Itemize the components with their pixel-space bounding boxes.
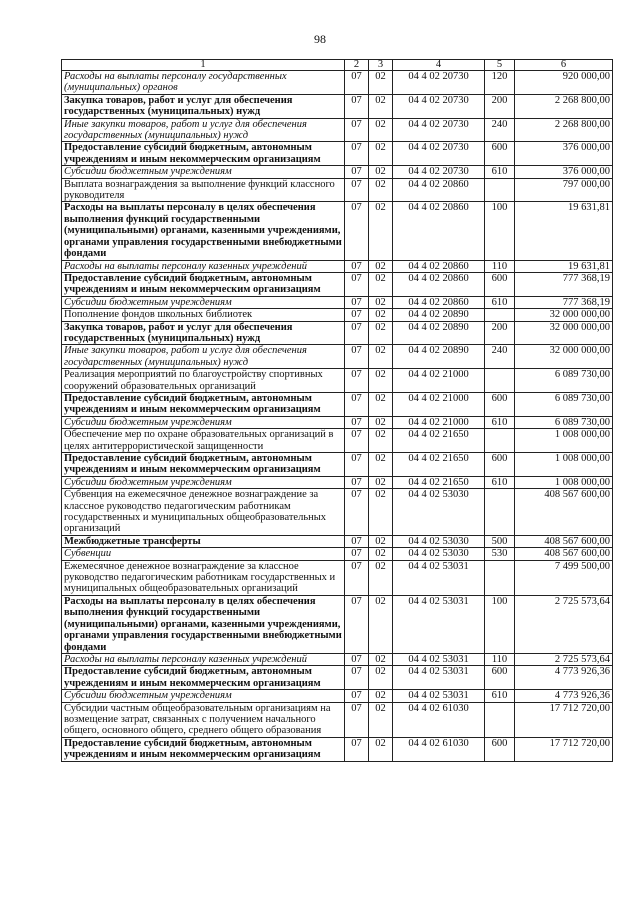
cell-target-article: 04 4 02 21650 xyxy=(393,453,485,477)
cell-name: Предоставление субсидий бюджетным, автономным учреждениям и иным некоммерческим организациям xyxy=(62,453,345,477)
cell-amount: 777 368,19 xyxy=(515,296,613,308)
cell-name: Расходы на выплаты персоналу в целях обеспечения выполнения функций государственными (муниципальными) органами, казенными учреждениями, органами управления государственными внебюджетными фондами xyxy=(62,595,345,653)
cell-section: 07 xyxy=(345,737,369,761)
header-col-6: 6 xyxy=(515,60,613,71)
table-row xyxy=(62,429,613,453)
cell-name: Закупка товаров, работ и услуг для обеспечения государственных (муниципальных) нужд xyxy=(62,321,345,345)
cell-subsection: 02 xyxy=(369,321,393,345)
cell-amount: 408 567 600,00 xyxy=(515,535,613,547)
cell-amount: 408 567 600,00 xyxy=(515,489,613,536)
cell-name: Предоставление субсидий бюджетным, автономным учреждениям и иным некоммерческим организациям xyxy=(62,392,345,416)
cell-name: Закупка товаров, работ и услуг для обеспечения государственных (муниципальных) нужд xyxy=(62,94,345,118)
cell-expense-type: 610 xyxy=(485,690,515,702)
cell-name: Субвенции xyxy=(62,548,345,560)
cell-name: Субсидии бюджетным учреждениям xyxy=(62,166,345,178)
cell-target-article: 04 4 02 53031 xyxy=(393,653,485,665)
cell-name: Расходы на выплаты персоналу казенных учреждений xyxy=(62,260,345,272)
cell-subsection: 02 xyxy=(369,453,393,477)
cell-subsection: 02 xyxy=(369,429,393,453)
table-row xyxy=(62,702,613,737)
cell-amount: 7 499 500,00 xyxy=(515,560,613,595)
cell-subsection: 02 xyxy=(369,702,393,737)
header-col-4: 4 xyxy=(393,60,485,71)
table-row xyxy=(62,260,613,272)
cell-target-article: 04 4 02 21650 xyxy=(393,429,485,453)
cell-name: Субсидии бюджетным учреждениям xyxy=(62,296,345,308)
cell-amount: 17 712 720,00 xyxy=(515,737,613,761)
cell-section: 07 xyxy=(345,548,369,560)
cell-target-article: 04 4 02 53030 xyxy=(393,548,485,560)
cell-expense-type: 610 xyxy=(485,166,515,178)
cell-name: Субвенция на ежемесячное денежное вознаграждение за классное руководство педагогическим работникам государственных и муниципальных общеобразовательных организаций xyxy=(62,489,345,536)
table-row xyxy=(62,666,613,690)
cell-target-article: 04 4 02 20730 xyxy=(393,94,485,118)
table-row xyxy=(62,345,613,369)
cell-expense-type xyxy=(485,369,515,393)
cell-name: Расходы на выплаты персоналу казенных учреждений xyxy=(62,653,345,665)
header-col-3: 3 xyxy=(369,60,393,71)
cell-expense-type: 610 xyxy=(485,476,515,488)
cell-amount: 2 268 800,00 xyxy=(515,94,613,118)
cell-section: 07 xyxy=(345,296,369,308)
cell-amount: 32 000 000,00 xyxy=(515,345,613,369)
cell-section: 07 xyxy=(345,309,369,321)
cell-section: 07 xyxy=(345,321,369,345)
cell-subsection: 02 xyxy=(369,595,393,653)
table-row xyxy=(62,118,613,142)
cell-target-article: 04 4 02 61030 xyxy=(393,702,485,737)
cell-subsection: 02 xyxy=(369,489,393,536)
cell-expense-type: 240 xyxy=(485,345,515,369)
table-row xyxy=(62,737,613,761)
cell-target-article: 04 4 02 21000 xyxy=(393,416,485,428)
table-row xyxy=(62,690,613,702)
table-row xyxy=(62,272,613,296)
table-row xyxy=(62,309,613,321)
table-row xyxy=(62,392,613,416)
cell-name: Субсидии бюджетным учреждениям xyxy=(62,690,345,702)
cell-amount: 777 368,19 xyxy=(515,272,613,296)
cell-expense-type: 610 xyxy=(485,296,515,308)
cell-subsection: 02 xyxy=(369,94,393,118)
cell-target-article: 04 4 02 53030 xyxy=(393,535,485,547)
cell-amount: 4 773 926,36 xyxy=(515,690,613,702)
cell-amount: 6 089 730,00 xyxy=(515,416,613,428)
table-row xyxy=(62,560,613,595)
cell-section: 07 xyxy=(345,202,369,260)
cell-subsection: 02 xyxy=(369,535,393,547)
cell-amount: 2 725 573,64 xyxy=(515,595,613,653)
cell-target-article: 04 4 02 53030 xyxy=(393,489,485,536)
table-row xyxy=(62,369,613,393)
cell-target-article: 04 4 02 20890 xyxy=(393,321,485,345)
cell-expense-type: 240 xyxy=(485,118,515,142)
cell-section: 07 xyxy=(345,178,369,202)
cell-section: 07 xyxy=(345,71,369,95)
cell-expense-type xyxy=(485,702,515,737)
cell-section: 07 xyxy=(345,260,369,272)
cell-section: 07 xyxy=(345,166,369,178)
cell-target-article: 04 4 02 53031 xyxy=(393,595,485,653)
header-col-2: 2 xyxy=(345,60,369,71)
cell-expense-type: 120 xyxy=(485,71,515,95)
table-row xyxy=(62,476,613,488)
cell-subsection: 02 xyxy=(369,178,393,202)
cell-section: 07 xyxy=(345,392,369,416)
cell-expense-type: 500 xyxy=(485,535,515,547)
cell-amount: 920 000,00 xyxy=(515,71,613,95)
cell-name: Субсидии частным общеобразовательным организациям на возмещение затрат, связанных с получением начального общего, основного общего, среднего общего образования xyxy=(62,702,345,737)
cell-expense-type: 110 xyxy=(485,260,515,272)
cell-subsection: 02 xyxy=(369,309,393,321)
cell-section: 07 xyxy=(345,702,369,737)
cell-amount: 6 089 730,00 xyxy=(515,369,613,393)
cell-amount: 408 567 600,00 xyxy=(515,548,613,560)
cell-target-article: 04 4 02 53031 xyxy=(393,666,485,690)
cell-name: Предоставление субсидий бюджетным, автономным учреждениям и иным некоммерческим организациям xyxy=(62,737,345,761)
table-header-row xyxy=(62,60,613,71)
cell-name: Предоставление субсидий бюджетным, автономным учреждениям и иным некоммерческим организациям xyxy=(62,666,345,690)
cell-name: Ежемесячное денежное вознаграждение за классное руководство педагогическим работникам государственных и муниципальных общеобразовательных организаций xyxy=(62,560,345,595)
page-number: 98 xyxy=(314,32,326,46)
cell-section: 07 xyxy=(345,489,369,536)
cell-expense-type: 610 xyxy=(485,416,515,428)
cell-name: Иные закупки товаров, работ и услуг для обеспечения государственных (муниципальных) нужд xyxy=(62,345,345,369)
cell-subsection: 02 xyxy=(369,71,393,95)
cell-expense-type: 600 xyxy=(485,737,515,761)
cell-expense-type xyxy=(485,560,515,595)
cell-subsection: 02 xyxy=(369,272,393,296)
table-row xyxy=(62,142,613,166)
cell-subsection: 02 xyxy=(369,690,393,702)
cell-name: Пополнение фондов школьных библиотек xyxy=(62,309,345,321)
cell-section: 07 xyxy=(345,453,369,477)
cell-target-article: 04 4 02 20890 xyxy=(393,345,485,369)
table-row xyxy=(62,321,613,345)
cell-section: 07 xyxy=(345,94,369,118)
cell-name: Субсидии бюджетным учреждениям xyxy=(62,416,345,428)
cell-section: 07 xyxy=(345,535,369,547)
cell-target-article: 04 4 02 21650 xyxy=(393,476,485,488)
cell-section: 07 xyxy=(345,142,369,166)
cell-subsection: 02 xyxy=(369,166,393,178)
cell-subsection: 02 xyxy=(369,202,393,260)
cell-name: Субсидии бюджетным учреждениям xyxy=(62,476,345,488)
cell-amount: 797 000,00 xyxy=(515,178,613,202)
cell-name: Иные закупки товаров, работ и услуг для обеспечения государственных (муниципальных) нужд xyxy=(62,118,345,142)
cell-name: Межбюджетные трансферты xyxy=(62,535,345,547)
cell-amount: 2 725 573,64 xyxy=(515,653,613,665)
cell-subsection: 02 xyxy=(369,369,393,393)
cell-amount: 1 008 000,00 xyxy=(515,429,613,453)
cell-name: Расходы на выплаты персоналу в целях обеспечения выполнения функций государственными (муниципальными) органами, казенными учреждениями, органами управления государственными внебюджетными фондами xyxy=(62,202,345,260)
cell-expense-type xyxy=(485,489,515,536)
cell-expense-type: 110 xyxy=(485,653,515,665)
cell-section: 07 xyxy=(345,272,369,296)
cell-target-article: 04 4 02 21000 xyxy=(393,392,485,416)
cell-subsection: 02 xyxy=(369,548,393,560)
cell-subsection: 02 xyxy=(369,260,393,272)
cell-amount: 1 008 000,00 xyxy=(515,453,613,477)
cell-amount: 17 712 720,00 xyxy=(515,702,613,737)
cell-expense-type xyxy=(485,178,515,202)
cell-expense-type: 100 xyxy=(485,202,515,260)
cell-amount: 4 773 926,36 xyxy=(515,666,613,690)
table-row xyxy=(62,178,613,202)
cell-section: 07 xyxy=(345,429,369,453)
cell-target-article: 04 4 02 20860 xyxy=(393,202,485,260)
cell-section: 07 xyxy=(345,560,369,595)
cell-amount: 1 008 000,00 xyxy=(515,476,613,488)
table-row xyxy=(62,653,613,665)
cell-section: 07 xyxy=(345,345,369,369)
cell-subsection: 02 xyxy=(369,653,393,665)
table-row xyxy=(62,94,613,118)
cell-target-article: 04 4 02 20860 xyxy=(393,296,485,308)
cell-expense-type: 600 xyxy=(485,392,515,416)
cell-name: Выплата вознаграждения за выполнение функций классного руководителя xyxy=(62,178,345,202)
cell-section: 07 xyxy=(345,118,369,142)
cell-section: 07 xyxy=(345,416,369,428)
cell-target-article: 04 4 02 21000 xyxy=(393,369,485,393)
header-col-1: 1 xyxy=(62,60,345,71)
cell-subsection: 02 xyxy=(369,737,393,761)
cell-expense-type: 600 xyxy=(485,142,515,166)
cell-section: 07 xyxy=(345,690,369,702)
cell-amount: 32 000 000,00 xyxy=(515,309,613,321)
cell-subsection: 02 xyxy=(369,666,393,690)
cell-subsection: 02 xyxy=(369,392,393,416)
cell-subsection: 02 xyxy=(369,560,393,595)
cell-target-article: 04 4 02 20860 xyxy=(393,178,485,202)
table-row xyxy=(62,296,613,308)
cell-target-article: 04 4 02 53031 xyxy=(393,690,485,702)
cell-subsection: 02 xyxy=(369,142,393,166)
table-row xyxy=(62,71,613,95)
cell-target-article: 04 4 02 20730 xyxy=(393,71,485,95)
cell-subsection: 02 xyxy=(369,345,393,369)
cell-name: Предоставление субсидий бюджетным, автономным учреждениям и иным некоммерческим организациям xyxy=(62,272,345,296)
cell-section: 07 xyxy=(345,653,369,665)
cell-amount: 6 089 730,00 xyxy=(515,392,613,416)
cell-name: Реализация мероприятий по благоустройству спортивных сооружений образовательных организаций xyxy=(62,369,345,393)
cell-section: 07 xyxy=(345,476,369,488)
cell-expense-type xyxy=(485,309,515,321)
cell-expense-type xyxy=(485,429,515,453)
cell-amount: 32 000 000,00 xyxy=(515,321,613,345)
table-row xyxy=(62,595,613,653)
cell-target-article: 04 4 02 53031 xyxy=(393,560,485,595)
cell-section: 07 xyxy=(345,369,369,393)
cell-amount: 376 000,00 xyxy=(515,142,613,166)
cell-name: Расходы на выплаты персоналу государственных (муниципальных) органов xyxy=(62,71,345,95)
cell-subsection: 02 xyxy=(369,118,393,142)
cell-expense-type: 600 xyxy=(485,272,515,296)
cell-expense-type: 200 xyxy=(485,94,515,118)
cell-name: Предоставление субсидий бюджетным, автономным учреждениям и иным некоммерческим организациям xyxy=(62,142,345,166)
table-row xyxy=(62,548,613,560)
budget-table xyxy=(61,59,613,762)
cell-target-article: 04 4 02 61030 xyxy=(393,737,485,761)
cell-amount: 19 631,81 xyxy=(515,260,613,272)
cell-target-article: 04 4 02 20860 xyxy=(393,272,485,296)
cell-target-article: 04 4 02 20860 xyxy=(393,260,485,272)
cell-expense-type: 600 xyxy=(485,666,515,690)
header-col-5: 5 xyxy=(485,60,515,71)
cell-expense-type: 600 xyxy=(485,453,515,477)
cell-target-article: 04 4 02 20730 xyxy=(393,142,485,166)
cell-amount: 19 631,81 xyxy=(515,202,613,260)
table-row xyxy=(62,416,613,428)
cell-subsection: 02 xyxy=(369,296,393,308)
cell-amount: 2 268 800,00 xyxy=(515,118,613,142)
cell-subsection: 02 xyxy=(369,416,393,428)
cell-target-article: 04 4 02 20890 xyxy=(393,309,485,321)
table-row xyxy=(62,535,613,547)
cell-expense-type: 100 xyxy=(485,595,515,653)
table-row xyxy=(62,202,613,260)
cell-target-article: 04 4 02 20730 xyxy=(393,118,485,142)
table-row xyxy=(62,453,613,477)
table-row xyxy=(62,166,613,178)
cell-name: Обеспечение мер по охране образовательных организаций в целях антитеррористической защищенности xyxy=(62,429,345,453)
cell-section: 07 xyxy=(345,595,369,653)
cell-amount: 376 000,00 xyxy=(515,166,613,178)
cell-expense-type: 530 xyxy=(485,548,515,560)
table-row xyxy=(62,489,613,536)
cell-section: 07 xyxy=(345,666,369,690)
cell-subsection: 02 xyxy=(369,476,393,488)
cell-expense-type: 200 xyxy=(485,321,515,345)
cell-target-article: 04 4 02 20730 xyxy=(393,166,485,178)
